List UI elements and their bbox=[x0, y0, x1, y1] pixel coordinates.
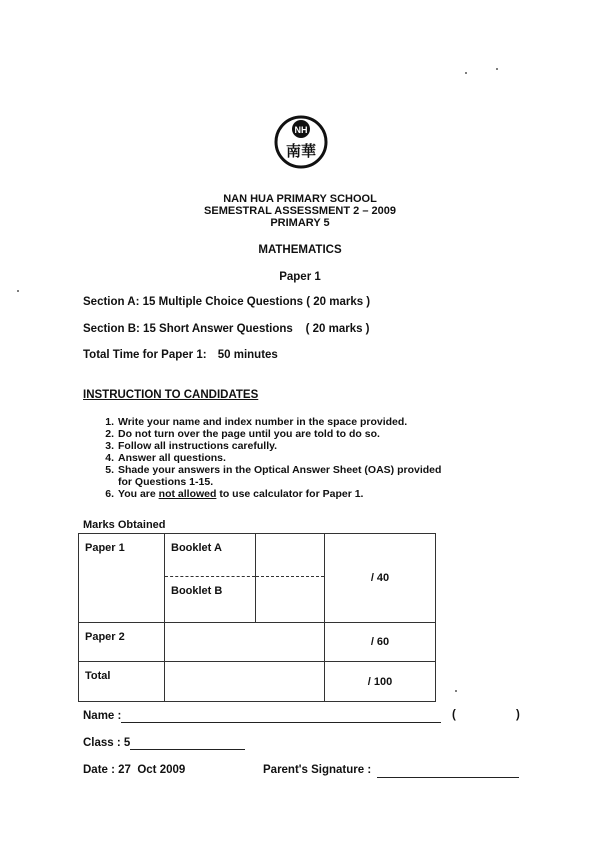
instruction-item: 6. You are not allowed to use calculator for Paper 1. bbox=[105, 488, 364, 500]
name-label: Name : bbox=[83, 710, 122, 722]
instructions-list bbox=[100, 416, 520, 500]
assessment-title: SEMESTRAL ASSESSMENT 2 – 2009 bbox=[204, 205, 396, 217]
scan-speck bbox=[455, 690, 457, 692]
total-score bbox=[165, 662, 325, 702]
total-time-value: 50 minutes bbox=[217, 349, 278, 361]
instructions-heading: INSTRUCTION TO CANDIDATES bbox=[83, 389, 259, 401]
not-allowed-emphasis: not allowed bbox=[158, 488, 217, 500]
parent-signature-line[interactable] bbox=[377, 777, 519, 778]
parent-signature-label: Parent's Signature : bbox=[263, 764, 372, 776]
total-time-label: Total Time for Paper 1: bbox=[83, 349, 207, 361]
booklet-a-score bbox=[256, 534, 325, 577]
index-open-paren: ( bbox=[452, 709, 456, 721]
section-b: Section B: 15 Short Answer Questions ( 20 marks ) bbox=[83, 323, 370, 335]
marks-heading: Marks Obtained bbox=[83, 519, 166, 531]
instruction-item: 4. Answer all questions. bbox=[105, 452, 226, 464]
class-label: Class : 5 bbox=[83, 737, 131, 749]
name-line[interactable] bbox=[121, 722, 441, 723]
paper1-total: / 40 bbox=[325, 534, 436, 623]
instruction-item: 1. Write your name and index number in the space provided. bbox=[105, 416, 408, 428]
scan-speck bbox=[496, 68, 498, 70]
paper-title: Paper 1 bbox=[279, 271, 321, 283]
logo-chinese: 南華 bbox=[285, 142, 317, 160]
marks-table bbox=[78, 533, 436, 702]
logo-letters: NH bbox=[294, 125, 308, 135]
subject: MATHEMATICS bbox=[258, 244, 342, 256]
instruction-item: 5. Shade your answers in the Optical Answer Sheet (OAS) provided for Questions 1-15. bbox=[105, 464, 442, 488]
booklet-b-score bbox=[256, 577, 325, 623]
school-logo bbox=[273, 114, 329, 170]
instruction-item: 2. Do not turn over the page until you are told to do so. bbox=[105, 428, 380, 440]
paper1-label: Paper 1 bbox=[79, 534, 165, 623]
scan-speck bbox=[17, 290, 19, 292]
total-time bbox=[83, 349, 278, 361]
school-name: NAN HUA PRIMARY SCHOOL bbox=[223, 193, 377, 205]
scan-speck bbox=[465, 72, 467, 74]
paper2-score bbox=[165, 623, 325, 662]
total-label: Total bbox=[79, 662, 165, 702]
index-close-paren: ) bbox=[516, 709, 520, 721]
paper2-total: / 60 bbox=[325, 623, 436, 662]
instruction-item: 3. Follow all instructions carefully. bbox=[105, 440, 278, 452]
section-a: Section A: 15 Multiple Choice Questions ( 20 marks ) bbox=[83, 296, 371, 308]
booklet-a-label: Booklet A bbox=[165, 534, 256, 577]
paper2-label: Paper 2 bbox=[79, 623, 165, 662]
booklet-b-label: Booklet B bbox=[165, 577, 256, 623]
class-line[interactable] bbox=[130, 749, 245, 750]
date-label: Date : 27 Oct 2009 bbox=[83, 764, 186, 776]
level: PRIMARY 5 bbox=[270, 217, 330, 229]
grand-total: / 100 bbox=[325, 662, 436, 702]
